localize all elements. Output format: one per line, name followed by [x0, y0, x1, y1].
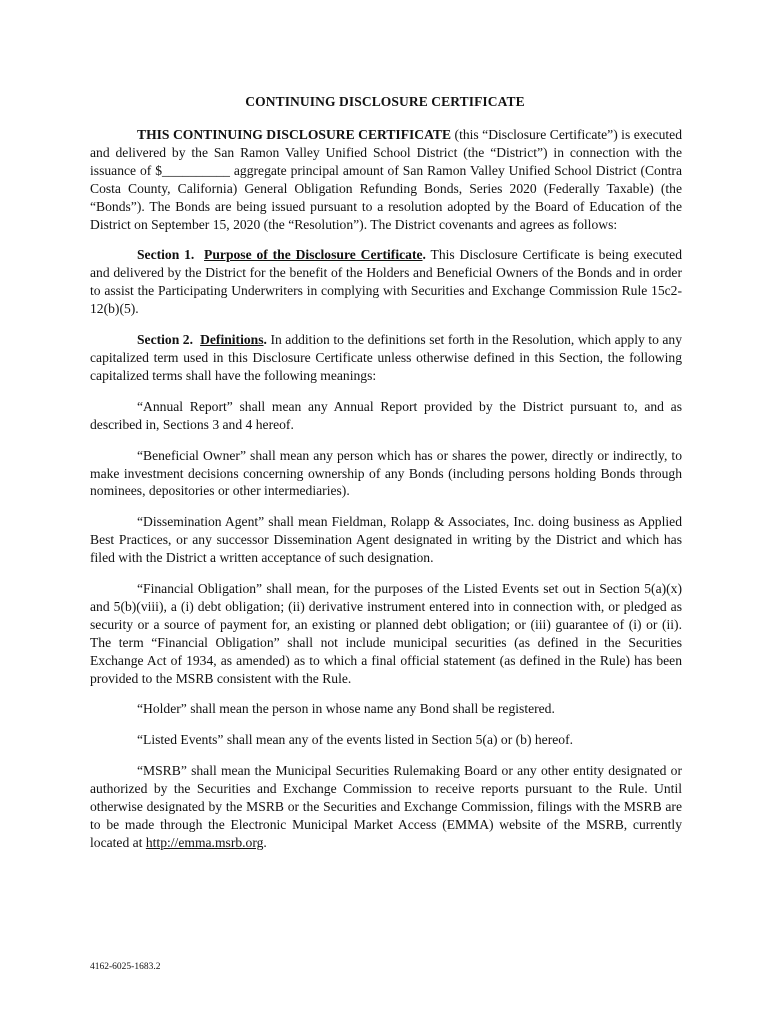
- definition-listed-events: “Listed Events” shall mean any of the events listed in Section 5(a) or (b) hereof.: [137, 732, 573, 748]
- document-body: [90, 126, 682, 865]
- section-1-number: Section 1.: [137, 247, 195, 263]
- section-2-heading: Definitions: [200, 332, 264, 348]
- intro-text: (this “Disclosure Certificate”) is executed and delivered by the San Ramon Valley Unified School District (the “District”) in connection with the issuance of $__________ aggregate principal amount of San Ramon Valley Unified School District (Contra Costa County, California) General Obligation Refunding Bonds, Series 2020 (Federally Taxable) (the “Bonds”). The Bonds are being issued pursuant to a resolution adopted by the Board of Education of the District on September 15, 2020 (the “Resolution”). The District covenants and agrees as follows:: [90, 127, 683, 232]
- section-1-heading: Purpose of the Disclosure Certificate: [204, 247, 423, 263]
- section-1-text: This Disclosure Certificate is being executed and delivered by the District for the benefit of the Holders and Beneficial Owners of the Bonds and in order to assist the Participating Underwriters in complying with Securities and Exchange Commission Rule 15c2-12(b)(5).: [90, 247, 683, 317]
- definition-beneficial-owner: “Beneficial Owner” shall mean any person which has or shares the power, directly or indirectly, to make investment decisions concerning ownership of any Bonds (including persons holding Bonds through nominees, depositories or other intermediaries).: [90, 447, 682, 499]
- document-footer-id: 4162-6025-1683.2: [90, 962, 161, 972]
- definition-annual-report: “Annual Report” shall mean any Annual Report provided by the District pursuant to, and as described in, Sections 3 and 4 hereof.: [90, 398, 682, 432]
- section-2-number: Section 2.: [137, 332, 194, 348]
- document-title: CONTINUING DISCLOSURE CERTIFICATE: [245, 94, 525, 109]
- emma-link[interactable]: http://emma.msrb.org: [145, 834, 264, 850]
- section-1-paragraph: [90, 246, 682, 318]
- section-2-text: In addition to the definitions set forth in the Resolution, which apply to any capitalized term used in this Disclosure Certificate unless otherwise defined in this Section, the following capitalized terms shall have the following meanings:: [90, 332, 683, 383]
- definition-financial-obligation: “Financial Obligation” shall mean, for the purposes of the Listed Events set out in Section 5(a)(x) and 5(b)(viii), a (i) debt obligation; (ii) derivative instrument entered into in connection with, or pledged as security or a source of payment for, an existing or planned debt obligation; or (iii) guarantee of (i) or (ii). The term “Financial Obligation” shall not include municipal securities (as defined in the Securities Exchange Act of 1934, as amended) as to which a final official statement (as defined in the Rule) has been provided to the MSRB consistent with the Rule.: [90, 581, 682, 686]
- definition-msrb: [90, 762, 682, 852]
- section-2-paragraph: [90, 331, 682, 385]
- definition-holder: “Holder” shall mean the person in whose name any Bond shall be registered.: [137, 701, 555, 717]
- section-1-heading-end: .: [422, 247, 426, 263]
- definition-msrb-text: “MSRB” shall mean the Municipal Securities Rulemaking Board or any other entity designated or authorized by the Securities and Exchange Commission to receive reports pursuant to the Rule. Until otherwise designated by the MSRB or the Securities and Exchange Commission, filings with the MSRB are to be made through the Electronic Municipal Market Access (EMMA) website of the MSRB, currently located at: [90, 763, 682, 850]
- definition-msrb-end: .: [263, 834, 267, 850]
- definition-dissemination-agent: “Dissemination Agent” shall mean Fieldman, Rolapp & Associates, Inc. doing business as Applied Best Practices, or any successor Dissemination Agent designated in writing by the District and which has filed with the District a written acceptance of such designation.: [90, 514, 682, 566]
- section-2-heading-end: .: [263, 332, 267, 348]
- intro-lead: THIS CONTINUING DISCLOSURE CERTIFICATE: [137, 127, 452, 142]
- intro-paragraph: [90, 126, 682, 233]
